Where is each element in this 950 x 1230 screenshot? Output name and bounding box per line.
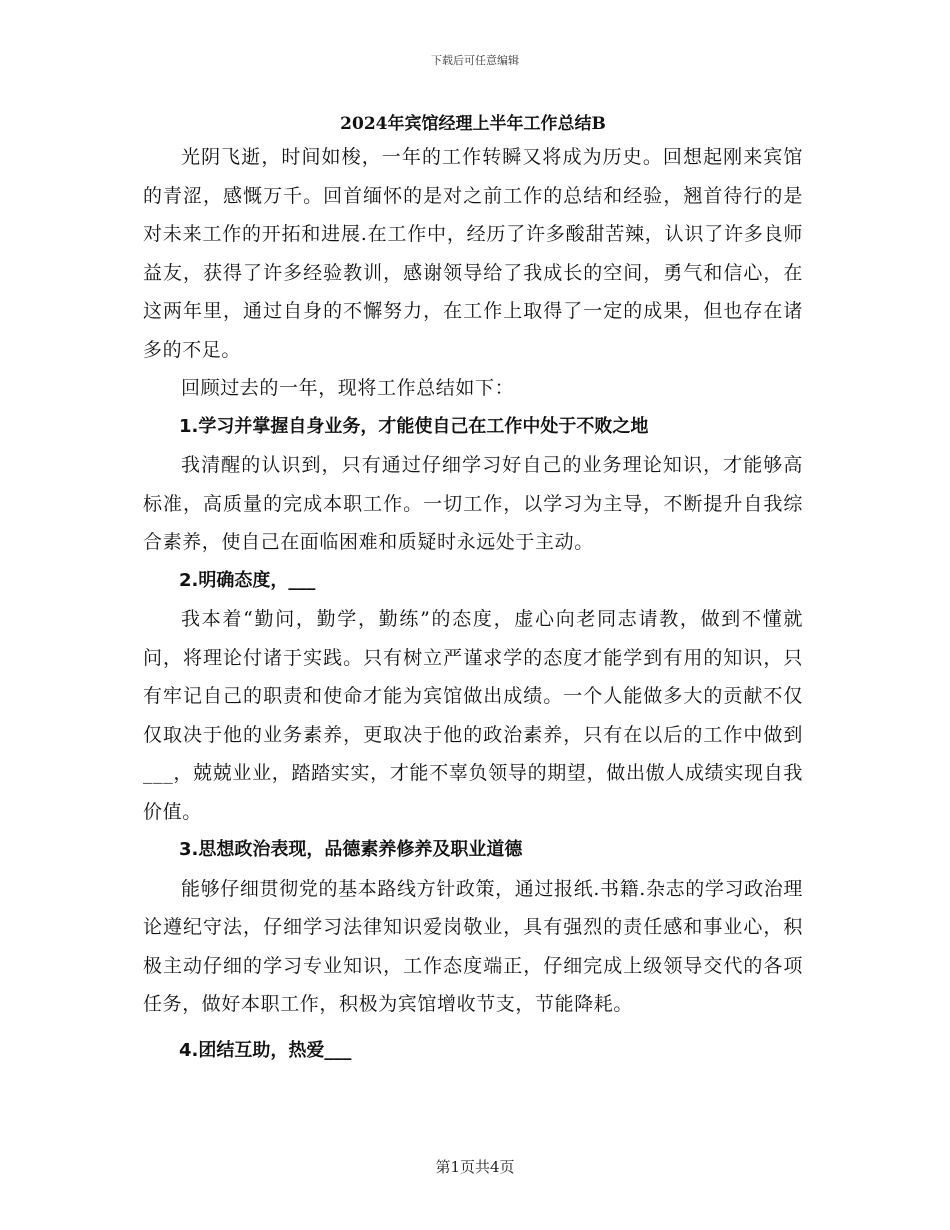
section-heading-3: 3.思想政治表现，品德素养修养及职业道德: [179, 839, 523, 860]
intro-transition: 回顾过去的一年，现将工作总结如下：: [181, 377, 515, 399]
document-title: 2024年宾馆经理上半年工作总结B: [340, 114, 606, 134]
section-heading-1: 1.学习并掌握自身业务，才能使自己在工作中处于不败之地: [179, 415, 649, 437]
page-indicator: 第1页共4页: [435, 1158, 515, 1176]
section-1-paragraph: 我清醒的认识到，只有通过仔细学习好自己的业务理论知识，才能够高标准，高质量的完成本职工作。一切工作，以学习为主导，不断提升自我综合素养，使自己在面临困难和质疑时永远处于主动。: [143, 454, 803, 553]
section-3-paragraph: 能够仔细贯彻党的基本路线方针政策，通过报纸.书籍.杂志的学习政治理论遵纪守法，仔细学习法律知识爱岗敬业，具有强烈的责任感和事业心，积极主动仔细的学习专业知识，工作态度端正，仔细完成上级领导交代的各项任务，做好本职工作，积极为宾馆增收节支，节能降耗。: [143, 877, 803, 1015]
section-heading-2: 2.明确态度，___: [179, 569, 316, 591]
section-2-paragraph: 我本着“勤问，勤学，勤练”的态度，虚心向老同志请教，做到不懂就问，将理论付诸于实践。只有树立严谨求学的态度才能学到有用的知识，只有牢记自己的职责和使命才能为宾馆做出成绩。一个人能做多大的贡献不仅仅取决于他的业务素养，更取决于他的政治素养，只有在以后的工作中做到___，兢兢业业，踏踏实实，才能不辜负领导的期望，做出傲人成绩实现自我价值。: [143, 608, 803, 823]
document-body: [143, 110, 803, 1070]
download-note: 下载后可任意编辑: [431, 54, 519, 67]
intro-paragraph: 光阴飞逝，时间如梭，一年的工作转瞬又将成为历史。回想起刚来宾馆的青涩，感慨万千。回首缅怀的是对之前工作的总结和经验，翘首待行的是对未来工作的开拓和进展.在工作中，经历了许多酸甜苦辣，认识了许多良师益友，获得了许多经验教训，感谢领导给了我成长的空间，勇气和信心，在这两年里，通过自身的不懈努力，在工作上取得了一定的成果，但也存在诸多的不足。: [143, 146, 803, 361]
section-heading-4: 4.团结互助，热爱___: [179, 1039, 352, 1061]
